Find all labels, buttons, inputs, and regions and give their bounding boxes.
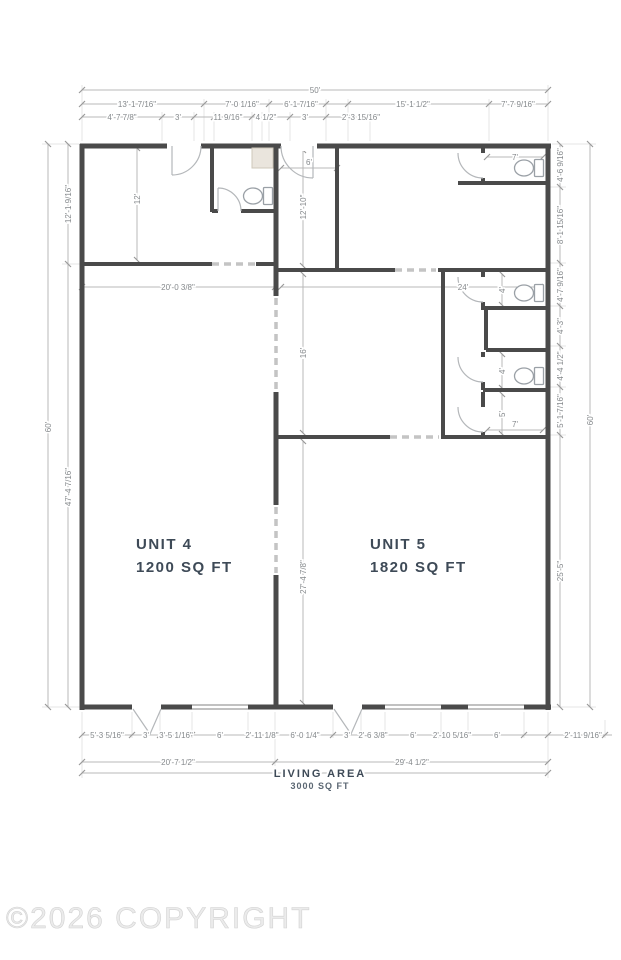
dim-label: 4' <box>498 368 507 374</box>
dim-label: 6'-1 7/16" <box>284 100 318 109</box>
copyright-watermark: ©2026 COPYRIGHT <box>6 902 312 935</box>
unit4-name: UNIT 4 <box>136 536 193 553</box>
dimension-lines <box>45 87 612 776</box>
interior-walls <box>82 146 550 437</box>
outer-walls <box>80 144 551 710</box>
toilet-icon <box>515 160 544 177</box>
dim-label: 6' <box>494 731 500 740</box>
dim-label: 4 1/2" <box>255 113 277 122</box>
unit5-name: UNIT 5 <box>370 536 427 553</box>
dim-label: 60' <box>586 414 595 426</box>
door-swing <box>458 153 483 178</box>
dim-label: 4'-4 1/2" <box>556 351 565 381</box>
dim-label: 3' <box>143 731 149 740</box>
dim-label: 6' <box>306 158 312 167</box>
dim-label: 11 9/16" <box>213 113 243 122</box>
dim-label: 50' <box>309 86 321 95</box>
dim-label: 5'-1 7/16" <box>556 394 565 428</box>
framed-openings <box>212 264 439 573</box>
dim-label: 4'-3" <box>556 318 565 334</box>
dim-label: 4'-7 9/16" <box>556 268 565 302</box>
dim-label: 24' <box>457 283 469 292</box>
dim-label: 6'-0 1/4" <box>290 731 320 740</box>
dim-label: 12'-10" <box>299 194 308 220</box>
dim-label: 8'-1 15/16" <box>556 205 565 245</box>
door-swing <box>218 188 241 211</box>
toilet-icon <box>515 285 544 302</box>
door-swings <box>133 146 483 734</box>
living-area-label <box>274 768 367 791</box>
toilet-icon <box>515 368 544 385</box>
dim-label: 2'-11 1/8" <box>245 731 279 740</box>
dim-label: 25'-5" <box>556 560 565 582</box>
dim-label: 3' <box>175 113 181 122</box>
dim-label: 12'-1 9/16" <box>64 184 73 224</box>
dimension-labels-interior <box>133 153 518 594</box>
dim-label: 13'-1 7/16" <box>117 100 157 109</box>
extension-lines <box>42 85 605 778</box>
living-area-sqft: 3000 SQ FT <box>290 781 350 791</box>
dim-label: 47'-4 7/16" <box>64 467 73 507</box>
door-swing <box>458 357 483 382</box>
dim-label: 4'-6 9/16" <box>556 148 565 182</box>
dim-label: 12' <box>133 193 142 205</box>
dim-label: 15'-1 1/2" <box>396 100 430 109</box>
dim-label: 27'-4 7/8" <box>299 560 308 594</box>
walls <box>80 144 551 710</box>
dimension-labels-right <box>556 148 595 581</box>
dim-label: 3' <box>302 113 308 122</box>
dim-label: 5' <box>498 411 507 417</box>
dim-label: 29'-4 1/2" <box>395 758 429 767</box>
unit4-area: 1200 SQ FT <box>136 559 233 576</box>
dimension-ticks <box>45 87 608 776</box>
dim-label: 7' <box>512 153 518 162</box>
dim-label: 4' <box>498 287 507 293</box>
dim-label: 16' <box>299 347 308 359</box>
wall-openings <box>132 141 524 712</box>
dim-label: 3' <box>344 731 350 740</box>
dim-label: 2'-10 5/16" <box>432 731 472 740</box>
dim-label: 2'-6 3/8" <box>358 731 388 740</box>
dim-label: 2'-11 9/16" <box>564 731 602 740</box>
dim-label: 5'-3 5/16" <box>90 731 124 740</box>
dim-label: 7'-0 1/16" <box>225 100 259 109</box>
dim-label: 7'-7 9/16" <box>501 100 535 109</box>
dim-label: 2'-3 15/16" <box>341 113 381 122</box>
toilet-icon <box>244 188 273 205</box>
equipment-box <box>252 148 273 168</box>
dim-label: 6' <box>217 731 223 740</box>
dim-label: 3'-5 1/16" <box>159 731 193 740</box>
living-area-title: LIVING AREA <box>273 768 367 780</box>
dim-label: 20'-0 3/8" <box>161 283 195 292</box>
dim-label: 20'-7 1/2" <box>161 758 195 767</box>
dim-label: 7' <box>512 420 518 429</box>
dim-label: 4'-7 7/8" <box>107 113 137 122</box>
door-swing <box>458 407 483 432</box>
dim-label: 6' <box>410 731 416 740</box>
unit5-area: 1820 SQ FT <box>370 559 467 576</box>
dim-label: 60' <box>44 421 53 433</box>
